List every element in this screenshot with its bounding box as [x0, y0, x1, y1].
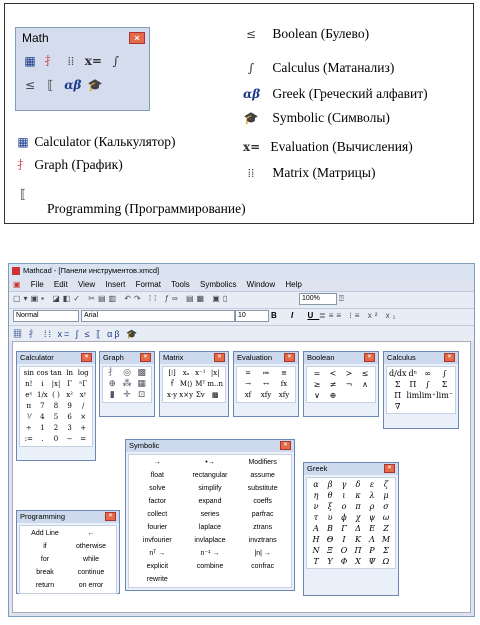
greek-btn[interactable]: ζ	[383, 480, 389, 489]
greek-btn[interactable]: Μ	[381, 535, 391, 544]
scatter-plot-icon[interactable]: ⁂	[122, 379, 132, 389]
programming-icon: ⟦	[20, 187, 26, 201]
greek-btn[interactable]: Β	[327, 524, 333, 533]
prog-btn[interactable]: Add Line	[31, 530, 59, 537]
palette-title-text: Graph	[103, 353, 124, 362]
graph-palette	[99, 351, 155, 417]
nth-derivative-btn[interactable]: dⁿ	[408, 369, 418, 378]
prog-btn[interactable]: if	[43, 543, 47, 550]
greek-btn[interactable]: Ψ	[368, 557, 376, 566]
calc-btn[interactable]: ⁿΓ	[79, 380, 88, 388]
symbolic-btn[interactable]: ztrans	[253, 524, 273, 531]
calc-btn[interactable]: :=	[24, 435, 33, 443]
calculator-grid	[19, 366, 93, 447]
eval-btn[interactable]: xfy	[260, 391, 272, 399]
greek-btn[interactable]: κ	[355, 491, 361, 500]
font-size-select[interactable]: 10	[235, 310, 269, 322]
symbolic-btn[interactable]: collect	[147, 511, 168, 518]
matrix-btn[interactable]: [⁞]	[168, 369, 176, 377]
math-toolbar-title: Math	[22, 31, 49, 45]
calc-btn[interactable]: eˣ	[25, 391, 33, 399]
bar-plot-icon[interactable]: ▮	[109, 390, 115, 400]
calc-btn[interactable]: log	[77, 369, 89, 377]
standard-toolbar	[9, 291, 474, 308]
close-icon[interactable]: ×	[214, 353, 225, 362]
vector-plot-icon[interactable]: ▦	[137, 379, 146, 389]
palette-title-text: Calculator	[20, 353, 54, 362]
greek-palette	[303, 462, 399, 596]
symbolic-btn[interactable]: nᵀ →	[149, 550, 166, 557]
bool-btn[interactable]: <	[329, 369, 337, 378]
symbolic-btn[interactable]: assume	[250, 472, 275, 479]
calculator-icon: ▦	[17, 135, 29, 149]
math-toolbar	[15, 27, 150, 111]
calculus-grid	[386, 366, 456, 414]
calc-btn[interactable]: π	[26, 402, 32, 410]
greek-btn[interactable]: β	[327, 480, 333, 489]
graph-grid	[102, 366, 152, 403]
calc-btn[interactable]: ln	[66, 369, 73, 377]
calc-btn[interactable]: sin	[23, 369, 34, 377]
menu-window[interactable]: Window	[246, 280, 276, 289]
menu-symbolics[interactable]: Symbolics	[199, 280, 237, 289]
prog-btn[interactable]: continue	[77, 569, 105, 576]
formatting-toolbar	[9, 308, 474, 325]
calc-btn[interactable]: tan	[50, 369, 62, 377]
greek-btn[interactable]: ψ	[368, 513, 376, 522]
greek-btn[interactable]: ϕ	[341, 513, 347, 522]
calc-btn[interactable]: /	[82, 402, 85, 410]
matrix-btn[interactable]: ▩	[211, 391, 219, 399]
math-palette-buttons[interactable]: ▦ ⺘ ⁞⁞ x= ∫ ≤ ⟦ αβ 🎓	[13, 329, 140, 339]
matrix-btn[interactable]: |x|	[210, 369, 220, 377]
greek-btn[interactable]: Γ	[341, 524, 347, 533]
legend-matrix	[243, 165, 375, 181]
eval-btn[interactable]: xfy	[278, 391, 290, 399]
greek-btn[interactable]: Σ	[383, 546, 389, 555]
legend-label: Greek (Греческий алфавит)	[272, 86, 428, 101]
calc-btn[interactable]: xʸ	[79, 391, 87, 399]
programming-palette	[16, 510, 120, 594]
calc-btn[interactable]: ÷	[25, 424, 32, 432]
calc-btn[interactable]: Γ	[67, 380, 73, 388]
calc-btn[interactable]: cos	[36, 369, 49, 377]
mathcad-window	[8, 263, 475, 617]
boolean-icon: ≤	[245, 27, 257, 41]
menu-bar	[9, 278, 474, 291]
greek-btn[interactable]: υ	[327, 513, 333, 522]
close-icon[interactable]: ×	[129, 32, 145, 44]
legend-label: Graph (График)	[34, 157, 123, 172]
close-icon[interactable]: ×	[81, 353, 92, 362]
close-icon[interactable]: ×	[280, 441, 291, 450]
align-buttons[interactable]: ≣≡≡ ⁝≡ x² x₁	[319, 311, 399, 320]
matrix-btn[interactable]: x·y	[166, 391, 178, 399]
bool-btn[interactable]: ¬	[345, 380, 353, 389]
calc-btn[interactable]: 6	[67, 413, 72, 421]
graph-icon: ⺘	[16, 158, 29, 172]
greek-btn[interactable]: ε	[369, 480, 375, 489]
symbolic-btn[interactable]: invfourier	[142, 537, 172, 544]
greek-btn[interactable]: γ	[341, 480, 347, 489]
legend-programming-label: Programming (Программирование)	[47, 201, 246, 216]
font-select[interactable]: Arial	[81, 310, 235, 322]
prog-btn[interactable]: on error	[78, 582, 104, 589]
calc-btn[interactable]: x²	[66, 391, 73, 399]
greek-btn[interactable]: χ	[355, 513, 361, 522]
calc-btn[interactable]: ⅟	[26, 413, 31, 421]
greek-btn[interactable]: Φ	[340, 557, 348, 566]
matrix-palette	[159, 351, 229, 417]
greek-btn[interactable]: Π	[354, 546, 362, 555]
legend-boolean	[243, 26, 369, 42]
eval-btn[interactable]: fx	[280, 380, 288, 388]
legend-label: Matrix (Матрицы)	[272, 165, 376, 180]
palette-title	[17, 511, 119, 523]
symbolic-btn[interactable]: coeffs	[253, 498, 272, 505]
contour-plot-icon[interactable]: ⊕	[108, 379, 117, 389]
calc-btn[interactable]: n!	[25, 380, 33, 388]
greek-btn[interactable]: Ε	[369, 524, 375, 533]
symbolic-icon[interactable]: 🎓	[87, 78, 103, 92]
palette-title	[304, 352, 378, 364]
greek-btn[interactable]: ρ	[369, 502, 375, 511]
bool-btn[interactable]: ≤	[361, 369, 369, 378]
palette-title	[234, 352, 298, 364]
calc-btn[interactable]: 2	[53, 424, 59, 432]
symbolic-btn[interactable]: fourier	[147, 524, 168, 531]
menu-help[interactable]: Help	[285, 280, 302, 289]
palette-title	[384, 352, 458, 364]
close-icon[interactable]: ×	[284, 353, 295, 362]
zoom-select[interactable]: 100%	[299, 293, 337, 305]
greek-btn[interactable]: Ι	[342, 535, 346, 544]
sum-btn[interactable]: Σ	[394, 380, 401, 389]
eval-btn[interactable]: →	[245, 380, 251, 388]
greek-grid	[306, 477, 396, 569]
calc-btn[interactable]: |x|	[51, 380, 61, 388]
evaluation-icon: x=	[243, 140, 261, 154]
calc-btn[interactable]: ( )	[52, 391, 60, 399]
greek-btn[interactable]: ο	[341, 502, 347, 511]
evaluation-palette	[233, 351, 299, 417]
close-icon[interactable]: ×	[384, 464, 395, 473]
bool-btn[interactable]: ≥	[313, 380, 321, 389]
limit-minus-btn[interactable]: lim⁻	[436, 391, 454, 400]
help-icon[interactable]: ⍰	[339, 294, 344, 303]
prog-btn[interactable]: ←	[87, 530, 95, 537]
trace-icon[interactable]: ✛	[123, 390, 131, 400]
symbolic-btn[interactable]: substitute	[247, 485, 278, 492]
matrix-btn[interactable]: x⁻¹	[195, 369, 206, 377]
symbolic-btn[interactable]: laplace	[198, 524, 222, 531]
greek-btn[interactable]: Δ	[355, 524, 361, 533]
menu-insert[interactable]: Insert	[105, 280, 126, 289]
greek-btn[interactable]: Ρ	[369, 546, 375, 555]
prog-btn[interactable]: while	[83, 556, 99, 563]
toolbar-icons[interactable]: ▢▾▣▪ ◪◧✓ ✂▤▥ ↶↷ ⁞⁞ ƒ∞ ▤▦ ▣▯	[13, 294, 231, 303]
calculator-palette	[16, 351, 96, 461]
greek-icon[interactable]: αβ	[64, 78, 82, 92]
greek-btn[interactable]: η	[313, 491, 319, 500]
palette-title-text: Evaluation	[237, 353, 273, 362]
close-icon[interactable]: ×	[364, 353, 375, 362]
close-icon[interactable]: ×	[140, 353, 151, 362]
bool-btn[interactable]: ∨	[314, 391, 320, 400]
palette-title-text: Matrix	[163, 353, 184, 362]
symbolic-btn[interactable]: rectangular	[192, 472, 228, 479]
symbolic-btn[interactable]: expand	[198, 498, 222, 505]
legend-panel	[4, 3, 474, 224]
symbolic-icon: 🎓	[243, 111, 259, 125]
matrix-btn[interactable]: f⃗	[170, 380, 174, 388]
calculus-icon[interactable]: ∫	[112, 54, 119, 68]
legend-label: Boolean (Булево)	[272, 26, 370, 41]
matrix-btn[interactable]: m..n	[207, 380, 223, 388]
legend-label: Calculus (Матанализ)	[272, 60, 395, 75]
calc-btn[interactable]: =	[80, 435, 87, 443]
menu-format[interactable]: Format	[135, 280, 161, 289]
prog-btn[interactable]: break	[36, 569, 54, 576]
palette-title-text: Programming	[20, 512, 66, 521]
product-btn[interactable]: Π	[409, 380, 417, 389]
calc-btn[interactable]: 8	[53, 402, 59, 410]
programming-icon[interactable]: ⟦	[47, 78, 54, 92]
limit-btn[interactable]: lim	[406, 391, 420, 400]
derivative-btn[interactable]: d/dx	[389, 369, 407, 378]
matrix-btn[interactable]: M⟨⟩	[179, 380, 193, 388]
greek-icon: αβ	[243, 87, 261, 101]
worksheet[interactable]	[12, 341, 471, 613]
calc-btn[interactable]: +	[80, 424, 87, 432]
range-sum-btn[interactable]: Σ	[441, 380, 448, 389]
symbolic-btn[interactable]: •→	[205, 459, 215, 466]
symbolic-btn[interactable]: explicit	[146, 563, 169, 570]
greek-btn[interactable]: ω	[382, 513, 390, 522]
greek-btn[interactable]: Τ	[313, 557, 319, 566]
calc-btn[interactable]: i	[41, 380, 44, 388]
calc-btn[interactable]: 3	[67, 424, 72, 432]
greek-btn[interactable]: ι	[342, 491, 346, 500]
greek-btn[interactable]: Ξ	[327, 546, 333, 555]
symbolic-btn[interactable]: combine	[196, 563, 224, 570]
legend-calculus	[243, 60, 394, 76]
greek-btn[interactable]: Ν	[312, 546, 320, 555]
gradient-btn[interactable]: ∇	[394, 402, 401, 411]
palette-title-text: Boolean	[307, 353, 335, 362]
zoom-icon[interactable]: ⊡	[137, 390, 146, 400]
palette-title	[126, 440, 294, 452]
symbolic-btn[interactable]: parfrac	[251, 511, 274, 518]
symbolic-btn[interactable]: invztrans	[248, 537, 277, 544]
format-buttons[interactable]: B I U	[271, 311, 320, 320]
palette-title	[304, 463, 398, 475]
symbolic-btn[interactable]: |n| →	[254, 550, 271, 557]
legend-label: Calculator (Калькулятор)	[34, 134, 176, 149]
legend-evaluation	[243, 139, 413, 155]
bool-btn[interactable]: ⊕	[329, 391, 337, 400]
symbolic-btn[interactable]: simplify	[198, 485, 222, 492]
eval-btn[interactable]: =	[245, 369, 251, 377]
palette-title-text: Calculus	[387, 353, 416, 362]
evaluation-grid	[236, 366, 296, 403]
calc-btn[interactable]: 1/x	[37, 391, 48, 399]
greek-btn[interactable]: Λ	[369, 535, 375, 544]
matrix-btn[interactable]: Σv	[195, 391, 205, 399]
symbolic-palette	[125, 439, 295, 591]
greek-btn[interactable]: θ	[327, 491, 333, 500]
matrix-btn[interactable]: Mᵀ	[195, 380, 206, 388]
math-toolbar-strip	[9, 325, 474, 341]
calc-btn[interactable]: ×	[80, 413, 87, 421]
greek-btn[interactable]: Υ	[327, 557, 333, 566]
bool-btn[interactable]: >	[345, 369, 353, 378]
prog-btn[interactable]: return	[35, 582, 55, 589]
symbolic-btn[interactable]: rewrite	[146, 576, 168, 583]
calc-btn[interactable]: 9	[67, 402, 72, 410]
calc-btn[interactable]: 4	[40, 413, 45, 421]
menu-edit[interactable]: Edit	[53, 280, 68, 289]
legend-label: Evaluation (Вычисления)	[270, 139, 413, 154]
matrix-icon: ⁞⁞	[247, 166, 255, 180]
graph-icon[interactable]: ⺘	[44, 54, 57, 68]
legend-greek	[243, 86, 428, 102]
calculator-icon[interactable]: ▦	[24, 54, 36, 68]
app-logo-icon	[12, 267, 20, 275]
legend-symbolic	[243, 110, 390, 126]
indefinite-integral-btn[interactable]: ∫	[442, 369, 447, 378]
greek-btn[interactable]: μ	[383, 491, 389, 500]
greek-btn[interactable]: α	[313, 480, 319, 489]
surface-plot-icon[interactable]: ▩	[137, 368, 146, 378]
greek-btn[interactable]: λ	[369, 491, 375, 500]
symbolic-btn[interactable]: confrac	[251, 563, 275, 570]
greek-btn[interactable]: ν	[313, 502, 319, 511]
legend-calculator	[15, 134, 176, 150]
matrix-btn[interactable]: x×y	[179, 391, 194, 399]
palette-title	[160, 352, 228, 364]
boolean-palette	[303, 351, 379, 417]
style-select[interactable]: Normal	[13, 310, 79, 322]
matrix-grid	[162, 366, 226, 403]
calculus-icon: ∫	[247, 61, 255, 75]
evaluation-icon[interactable]: x=	[84, 54, 102, 68]
greek-btn[interactable]: Η	[312, 535, 320, 544]
doc-icon[interactable]: ▣	[13, 280, 21, 289]
greek-btn[interactable]: Ο	[340, 546, 348, 555]
calc-btn[interactable]: 1	[40, 424, 45, 432]
calc-btn[interactable]: 0	[53, 435, 59, 443]
greek-btn[interactable]: Α	[313, 524, 319, 533]
legend-label: Symbolic (Символы)	[272, 110, 390, 125]
eval-btn[interactable]: ≔	[262, 369, 270, 377]
calc-btn[interactable]: .	[41, 435, 44, 443]
definite-integral-btn[interactable]: ∫	[425, 380, 430, 389]
bool-btn[interactable]: ≠	[329, 380, 337, 389]
palette-title	[17, 352, 95, 364]
greek-btn[interactable]: δ	[355, 480, 361, 489]
greek-btn[interactable]: Χ	[355, 557, 361, 566]
prog-btn[interactable]: otherwise	[76, 543, 106, 550]
window-title: Mathcad - [Панели инструментов.xmcd]	[23, 266, 160, 275]
calc-btn[interactable]: 7	[40, 402, 45, 410]
greek-btn[interactable]: Κ	[355, 535, 361, 544]
eval-btn[interactable]: ≡	[281, 369, 287, 377]
greek-btn[interactable]: ξ	[327, 502, 333, 511]
greek-btn[interactable]: τ	[313, 513, 319, 522]
palette-title	[100, 352, 154, 364]
eval-btn[interactable]: xf	[244, 391, 252, 399]
calculus-palette	[383, 351, 459, 429]
symbolic-grid	[128, 454, 292, 588]
range-product-btn[interactable]: Π	[394, 391, 402, 400]
greek-btn[interactable]: Ζ	[383, 524, 389, 533]
matrix-icon[interactable]: ⁞⁞	[67, 54, 75, 68]
boolean-grid	[306, 366, 376, 403]
greek-btn[interactable]: Θ	[326, 535, 334, 544]
bool-btn[interactable]: =	[313, 369, 321, 378]
calc-btn[interactable]: −	[66, 435, 73, 443]
palette-title-text: Symbolic	[129, 441, 160, 450]
eval-btn[interactable]: ↔	[263, 380, 269, 388]
boolean-icon[interactable]: ≤	[24, 78, 36, 92]
xy-plot-icon[interactable]: ⺘	[107, 368, 117, 378]
matrix-btn[interactable]: xₙ	[182, 369, 190, 377]
symbolic-btn[interactable]: →	[153, 459, 161, 466]
limit-plus-btn[interactable]: lim⁺	[419, 391, 437, 400]
symbolic-btn[interactable]: series	[200, 511, 220, 518]
greek-btn[interactable]: π	[355, 502, 361, 511]
palette-title-text: Greek	[307, 464, 328, 473]
symbolic-btn[interactable]: Modifiers	[248, 459, 277, 466]
bool-btn[interactable]: ∧	[362, 380, 368, 389]
symbolic-btn[interactable]: invlaplace	[194, 537, 226, 544]
symbolic-btn[interactable]: n⁻¹ →	[200, 550, 220, 557]
menu-tools[interactable]: Tools	[171, 280, 190, 289]
close-icon[interactable]: ×	[444, 353, 455, 362]
greek-btn[interactable]: Ω	[382, 557, 390, 566]
infinity-btn[interactable]: ∞	[424, 369, 431, 378]
symbolic-btn[interactable]: solve	[149, 485, 166, 492]
close-icon[interactable]: ×	[105, 512, 116, 521]
title-bar	[9, 264, 474, 278]
calc-btn[interactable]: 5	[53, 413, 59, 421]
menu-view[interactable]: View	[77, 280, 96, 289]
legend-graph	[15, 156, 123, 173]
menu-file[interactable]: File	[30, 280, 44, 289]
symbolic-btn[interactable]: factor	[148, 498, 167, 505]
legend-programming	[15, 186, 31, 202]
programming-grid	[19, 525, 117, 594]
polar-plot-icon[interactable]: ◎	[123, 368, 131, 378]
symbolic-btn[interactable]: float	[150, 472, 164, 479]
prog-btn[interactable]: for	[40, 556, 50, 563]
greek-btn[interactable]: σ	[383, 502, 389, 511]
